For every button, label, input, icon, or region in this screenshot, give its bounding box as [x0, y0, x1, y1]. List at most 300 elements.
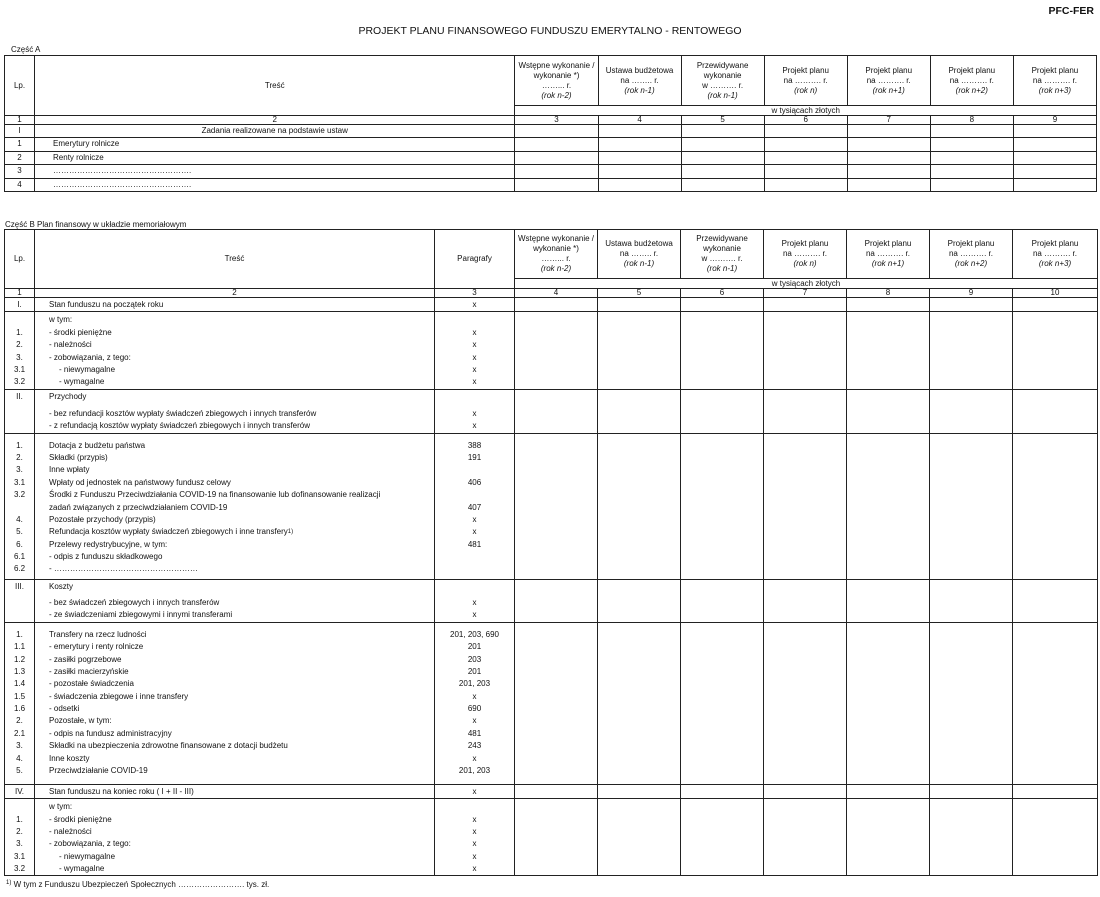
row-paragraf: 388 — [467, 440, 482, 450]
table-row — [5, 138, 1097, 151]
header-line: (rok n-2) — [541, 90, 572, 100]
header-col-2 — [598, 230, 681, 279]
row-paragraf — [437, 464, 512, 476]
row-lp: 1.4 — [13, 679, 26, 689]
value-cell[interactable] — [515, 622, 598, 784]
header-line: Projekt planu — [864, 239, 912, 248]
row-text: Środki z Funduszu Przeciwdziałania COVID-19 na finansowanie lub dofinansowanie realizacji — [49, 490, 381, 500]
row-lp: 5. — [16, 527, 23, 537]
row-text: w tym: — [49, 315, 73, 325]
header-col-2 — [598, 56, 681, 106]
row-text: - niewymagalne — [59, 364, 116, 374]
row-paragraf — [437, 801, 512, 813]
header-line: wykonanie — [703, 244, 741, 253]
value-cell[interactable] — [847, 784, 930, 798]
row-text: - środki pieniężne — [49, 327, 112, 337]
cell-text — [35, 312, 435, 390]
column-numbers-row — [5, 116, 1097, 125]
value-cell[interactable] — [598, 390, 681, 433]
cell-text — [35, 799, 435, 876]
row-lp: 3. — [16, 741, 23, 751]
header-line: (rok n) — [794, 85, 818, 95]
row-text: - bez świadczeń zbiegowych i innych transferów — [49, 597, 220, 607]
header-line: na ………. r. — [948, 249, 993, 258]
row-paragraf — [437, 551, 512, 563]
header-line: na ………. r. — [1032, 249, 1077, 258]
value-cell[interactable] — [847, 125, 930, 138]
value-cell[interactable] — [1013, 151, 1096, 164]
value-cell[interactable] — [1013, 784, 1098, 798]
header-line: na …….. r. — [619, 249, 659, 258]
value-cell[interactable] — [515, 125, 598, 138]
row-paragraf: 407 — [467, 502, 482, 512]
header-line: Projekt planu — [781, 239, 829, 248]
row-text: Przeciwdziałanie COVID-19 — [49, 766, 148, 776]
value-cell[interactable] — [764, 165, 847, 178]
row-paragraf: 203 — [467, 654, 482, 664]
row-text: - odpis na fundusz administracyjny — [49, 728, 172, 738]
cell-lp — [5, 579, 35, 622]
row-paragraf: x — [472, 610, 477, 620]
value-cell[interactable] — [515, 784, 598, 798]
value-cell[interactable] — [1013, 622, 1098, 784]
row-text: - ze świadczeniami zbiegowymi i innymi transferami — [49, 610, 233, 620]
row-text: Zadania realizowane na podstawie ustaw — [35, 125, 515, 138]
cell-text — [35, 622, 435, 784]
value-cell[interactable] — [930, 433, 1013, 579]
header-line: wykonanie *) — [533, 244, 579, 253]
value-cell[interactable] — [930, 622, 1013, 784]
header-line: Wstępne wykonanie / — [518, 60, 595, 70]
value-cell[interactable] — [681, 165, 764, 178]
column-number: 7 — [764, 289, 847, 298]
row-text: - wymagalne — [59, 377, 105, 387]
row-lp: 1.6 — [13, 704, 26, 714]
value-cell[interactable] — [847, 579, 930, 622]
value-cell[interactable] — [515, 579, 598, 622]
column-number: 6 — [681, 289, 764, 298]
value-cell[interactable] — [681, 784, 764, 798]
header-line: (rok n+3) — [1038, 85, 1072, 95]
value-cell[interactable] — [930, 799, 1013, 876]
row-lp: 1.1 — [13, 642, 26, 652]
value-cell[interactable] — [598, 784, 681, 798]
value-cell[interactable] — [1013, 298, 1098, 312]
row-paragraf: 690 — [467, 704, 482, 714]
row-lp: I. — [17, 300, 22, 309]
header-line: w ………. r. — [702, 80, 744, 90]
row-lp: 2.1 — [13, 728, 26, 738]
unit-label: w tysiącach złotych — [515, 106, 1097, 116]
value-cell[interactable] — [515, 433, 598, 579]
cell-par — [435, 433, 515, 579]
value-cell[interactable] — [764, 312, 847, 390]
row-paragraf: x — [472, 340, 477, 350]
header-col-7 — [1013, 230, 1098, 279]
row-text: - odsetki — [49, 704, 80, 714]
value-cell[interactable] — [847, 151, 930, 164]
table-row — [5, 178, 1097, 191]
column-number: 10 — [1013, 289, 1098, 298]
row-paragraf: x — [472, 814, 477, 824]
header-line: na ………. r. — [783, 75, 828, 85]
header-col-5 — [847, 56, 930, 106]
header-line: (rok n+3) — [1038, 259, 1072, 268]
cell-text — [35, 579, 435, 622]
row-paragraf: x — [472, 753, 477, 763]
value-cell[interactable] — [1013, 178, 1096, 191]
row-lp: 1. — [16, 440, 23, 450]
cell-text — [35, 784, 435, 798]
column-number: 2 — [35, 289, 435, 298]
value-cell[interactable] — [847, 390, 930, 433]
row-text: Przychody — [49, 392, 87, 402]
row-lp: II. — [16, 392, 23, 402]
value-cell[interactable] — [515, 138, 598, 151]
header-line: Projekt planu — [948, 65, 996, 75]
header-line: ……... r. — [541, 254, 571, 263]
row-lp: 2. — [16, 340, 23, 350]
cell-par — [435, 312, 515, 390]
row-lp: 6.2 — [13, 564, 26, 574]
value-cell[interactable] — [847, 312, 930, 390]
header-col-1 — [515, 230, 598, 279]
cell-text — [35, 298, 435, 312]
row-lp — [7, 408, 32, 420]
value-cell[interactable] — [681, 799, 764, 876]
value-cell[interactable] — [515, 312, 598, 390]
header-line: (rok n-1) — [707, 90, 738, 100]
row-lp — [7, 314, 32, 326]
value-cell[interactable] — [764, 579, 847, 622]
row-text: - środki pieniężne — [49, 814, 112, 824]
header-line: na …….. r. — [620, 75, 659, 85]
value-cell[interactable] — [764, 784, 847, 798]
value-cell[interactable] — [930, 178, 1013, 191]
row-paragraf: 201 — [467, 642, 482, 652]
row-text: - ……………………………………………… — [49, 564, 198, 574]
value-cell[interactable] — [1013, 799, 1098, 876]
column-number: 5 — [681, 116, 764, 125]
value-cell[interactable] — [681, 138, 764, 151]
row-paragraf: x — [472, 786, 477, 796]
part-a-label: Część A — [11, 45, 41, 54]
row-text: Pozostałe, w tym: — [49, 716, 112, 726]
value-cell[interactable] — [847, 178, 930, 191]
value-cell[interactable] — [847, 622, 930, 784]
header-line: wykonanie *) — [533, 70, 580, 80]
column-number: 4 — [515, 289, 598, 298]
row-text: - wymagalne — [59, 864, 105, 874]
value-cell[interactable] — [930, 298, 1013, 312]
value-cell[interactable] — [598, 799, 681, 876]
row-paragraf: 201, 203 — [458, 766, 491, 776]
header-line: (rok n-1) — [624, 85, 655, 95]
value-cell[interactable] — [1013, 125, 1096, 138]
row-paragraf: 406 — [467, 477, 482, 487]
row-group-g1 — [5, 298, 1098, 312]
row-lp: 3. — [16, 465, 23, 475]
row-paragraf: 201 — [467, 666, 482, 676]
value-cell[interactable] — [598, 312, 681, 390]
value-cell[interactable] — [764, 390, 847, 433]
value-cell[interactable] — [515, 799, 598, 876]
header-col-3 — [681, 56, 764, 106]
row-text: - zobowiązania, z tego: — [49, 352, 131, 362]
value-cell[interactable] — [847, 799, 930, 876]
value-cell[interactable] — [1013, 579, 1098, 622]
row-lp: 1.5 — [13, 691, 26, 701]
header-line: (rok n+1) — [872, 85, 905, 95]
row-lp: 3. — [16, 839, 23, 849]
row-paragraf: x — [472, 716, 477, 726]
row-lp: 5. — [16, 766, 23, 776]
value-cell[interactable] — [598, 433, 681, 579]
row-text: Dotacja z budżetu państwa — [49, 440, 146, 450]
cell-par — [435, 298, 515, 312]
header-col-4 — [764, 230, 847, 279]
row-lp: 1. — [16, 814, 23, 824]
row-text: - należności — [49, 340, 92, 350]
footnote — [6, 880, 269, 889]
row-lp: 3.1 — [13, 364, 26, 374]
row-lp: 1.2 — [13, 654, 26, 664]
header-col-7 — [1013, 56, 1096, 106]
header-tresc: Treść — [35, 56, 515, 116]
value-cell[interactable] — [930, 784, 1013, 798]
row-lp: 3. — [16, 352, 23, 362]
row-group-g7 — [5, 784, 1098, 798]
header-paragrafy: Paragrafy — [435, 230, 515, 289]
header-line: (rok n+2) — [954, 259, 988, 268]
value-cell[interactable] — [764, 433, 847, 579]
value-cell[interactable] — [598, 125, 681, 138]
row-text: Składki na ubezpieczenia zdrowotne finansowane z dotacji budżetu — [49, 741, 288, 751]
header-line: Projekt planu — [865, 65, 913, 75]
header-line: Wstępne wykonanie / — [517, 234, 595, 243]
value-cell[interactable] — [847, 138, 930, 151]
row-text: - świadczenia zbiegowe i inne transfery — [49, 691, 189, 701]
header-col-1 — [515, 56, 598, 106]
row-text: Transfery na rzecz ludności — [49, 629, 147, 639]
value-cell[interactable] — [1013, 138, 1096, 151]
row-paragraf: x — [472, 826, 477, 836]
header-col-6 — [930, 230, 1013, 279]
header-line: (rok n) — [793, 259, 817, 268]
value-cell[interactable] — [930, 165, 1013, 178]
row-lp: I — [5, 125, 35, 138]
value-cell[interactable] — [681, 390, 764, 433]
row-text: - bez refundacji kosztów wypłaty świadczeń zbiegowych i innych transferów — [49, 408, 317, 418]
header-line: Ustawa budżetowa — [605, 65, 674, 75]
row-lp: III. — [15, 581, 24, 591]
row-lp: 3.2 — [13, 864, 26, 874]
value-cell[interactable] — [764, 298, 847, 312]
row-paragraf — [437, 581, 512, 593]
value-cell[interactable] — [681, 312, 764, 390]
row-lp: 4. — [16, 753, 23, 763]
value-cell[interactable] — [764, 799, 847, 876]
row-lp: 3 — [5, 165, 35, 178]
column-number: 9 — [1013, 116, 1096, 125]
row-group-g5 — [5, 579, 1098, 622]
row-lp: 6. — [16, 539, 23, 549]
header-line: (rok n-1) — [623, 259, 655, 268]
header-line: na ………. r. — [782, 249, 827, 258]
header-line: na ………. r. — [949, 75, 994, 85]
row-lp: 1.3 — [13, 666, 26, 676]
cell-par — [435, 622, 515, 784]
header-line: Projekt planu — [1031, 239, 1079, 248]
row-text: Inne koszty — [49, 753, 90, 763]
page-title: PROJEKT PLANU FINANSOWEGO FUNDUSZU EMERYTALNO - RENTOWEGO — [358, 25, 742, 37]
row-text: Składki (przypis) — [49, 452, 108, 462]
column-numbers-row — [5, 289, 1098, 298]
row-paragraf: 191 — [467, 452, 482, 462]
row-text: Stan funduszu na koniec roku ( I + II - III) — [49, 786, 194, 796]
row-paragraf: x — [472, 691, 477, 701]
row-lp — [7, 609, 32, 621]
value-cell[interactable] — [930, 312, 1013, 390]
value-cell[interactable] — [1013, 433, 1098, 579]
row-lp: 1. — [16, 327, 23, 337]
part-b-table — [4, 229, 1098, 876]
table-row — [5, 165, 1097, 178]
header-line: ……... r. — [541, 80, 572, 90]
cell-lp — [5, 312, 35, 390]
part-b-label: Część B Plan finansowy w układzie memoriałowym — [5, 220, 187, 229]
row-lp: 2. — [16, 716, 23, 726]
row-paragraf: x — [472, 352, 477, 362]
row-text: - niewymagalne — [59, 851, 116, 861]
header-line: (rok n+1) — [871, 259, 905, 268]
table-row — [5, 151, 1097, 164]
row-group-g3 — [5, 390, 1098, 433]
header-line: (rok n-1) — [706, 264, 738, 273]
row-paragraf: 243 — [467, 741, 482, 751]
value-cell[interactable] — [847, 433, 930, 579]
column-number: 1 — [5, 289, 35, 298]
header-line: w ………. r. — [701, 254, 743, 263]
value-cell[interactable] — [598, 579, 681, 622]
value-cell[interactable] — [930, 390, 1013, 433]
value-cell[interactable] — [681, 178, 764, 191]
cell-text — [35, 390, 435, 433]
value-cell[interactable] — [764, 178, 847, 191]
cell-lp — [5, 390, 35, 433]
value-cell[interactable] — [1013, 312, 1098, 390]
value-cell[interactable] — [764, 151, 847, 164]
cell-text — [35, 433, 435, 579]
row-lp — [7, 801, 32, 813]
value-cell[interactable] — [764, 622, 847, 784]
header-lp: Lp. — [5, 56, 35, 116]
row-paragraf: x — [472, 514, 477, 524]
value-cell[interactable] — [1013, 165, 1096, 178]
value-cell[interactable] — [681, 579, 764, 622]
row-paragraf: 481 — [467, 539, 482, 549]
header-col-3 — [681, 230, 764, 279]
value-cell[interactable] — [681, 433, 764, 579]
row-text: - z refundacją kosztów wypłaty świadczeń zbiegowych i innych transferów — [49, 421, 311, 431]
header-line: na ………. r. — [1032, 75, 1077, 85]
row-text: ……………………………………………. — [35, 178, 515, 191]
row-text: Refundacja kosztów wypłaty świadczeń zbiegowych i inne transfery — [49, 527, 288, 537]
value-cell[interactable] — [681, 298, 764, 312]
row-paragraf: x — [472, 377, 477, 387]
header-line: Przewidywane — [696, 60, 749, 70]
row-lp: 1. — [16, 629, 23, 639]
header-col-4 — [764, 56, 847, 106]
footnote-text: W tym z Funduszu Ubezpieczeń Społecznych ……………………. tys. zł. — [11, 880, 270, 889]
value-cell[interactable] — [930, 125, 1013, 138]
row-text: ……………………………………………. — [35, 165, 515, 178]
row-lp — [7, 502, 32, 514]
value-cell[interactable] — [930, 579, 1013, 622]
row-text: Przelewy redystrybucyjne, w tym: — [49, 539, 168, 549]
row-text: Wpłaty od jednostek na państwowy fundusz celowy — [49, 477, 231, 487]
column-number: 3 — [515, 116, 598, 125]
value-cell[interactable] — [515, 298, 598, 312]
value-cell[interactable] — [1013, 390, 1098, 433]
value-cell[interactable] — [598, 622, 681, 784]
row-text: Emerytury rolnicze — [35, 138, 515, 151]
row-paragraf: x — [472, 421, 477, 431]
value-cell[interactable] — [598, 151, 681, 164]
row-paragraf: x — [472, 864, 477, 874]
value-cell[interactable] — [930, 138, 1013, 151]
header-line: (rok n+2) — [955, 85, 988, 95]
value-cell[interactable] — [598, 178, 681, 191]
row-text: Koszty — [49, 581, 74, 591]
value-cell[interactable] — [515, 178, 598, 191]
value-cell[interactable] — [598, 138, 681, 151]
value-cell[interactable] — [847, 298, 930, 312]
unit-label: w tysiącach złotych — [515, 279, 1098, 289]
value-cell[interactable] — [515, 165, 598, 178]
cell-lp — [5, 622, 35, 784]
value-cell[interactable] — [930, 151, 1013, 164]
value-cell[interactable] — [598, 298, 681, 312]
row-paragraf: x — [472, 851, 477, 861]
value-cell[interactable] — [681, 151, 764, 164]
row-text: - zasiłki macierzyńskie — [49, 666, 129, 676]
row-lp: 2 — [5, 151, 35, 164]
column-number: 8 — [847, 289, 930, 298]
row-paragraf: x — [472, 597, 477, 607]
header-line: (rok n-2) — [540, 264, 572, 273]
value-cell[interactable] — [681, 125, 764, 138]
header-line: Ustawa budżetowa — [605, 239, 673, 248]
row-paragraf: 201, 203, 690 — [450, 629, 499, 639]
value-cell[interactable] — [515, 390, 598, 433]
row-paragraf — [437, 489, 512, 501]
row-group-g4 — [5, 433, 1098, 579]
value-cell[interactable] — [847, 165, 930, 178]
column-number: 4 — [598, 116, 681, 125]
value-cell[interactable] — [515, 151, 598, 164]
row-text: Inne wpłaty — [49, 465, 90, 475]
column-number: 1 — [5, 116, 35, 125]
value-cell[interactable] — [598, 165, 681, 178]
row-text: - emerytury i renty rolnicze — [49, 642, 144, 652]
row-lp: 6.1 — [13, 552, 26, 562]
value-cell[interactable] — [764, 125, 847, 138]
value-cell[interactable] — [764, 138, 847, 151]
column-number: 2 — [35, 116, 515, 125]
value-cell[interactable] — [681, 622, 764, 784]
footnote-mark: 1) — [6, 880, 12, 886]
